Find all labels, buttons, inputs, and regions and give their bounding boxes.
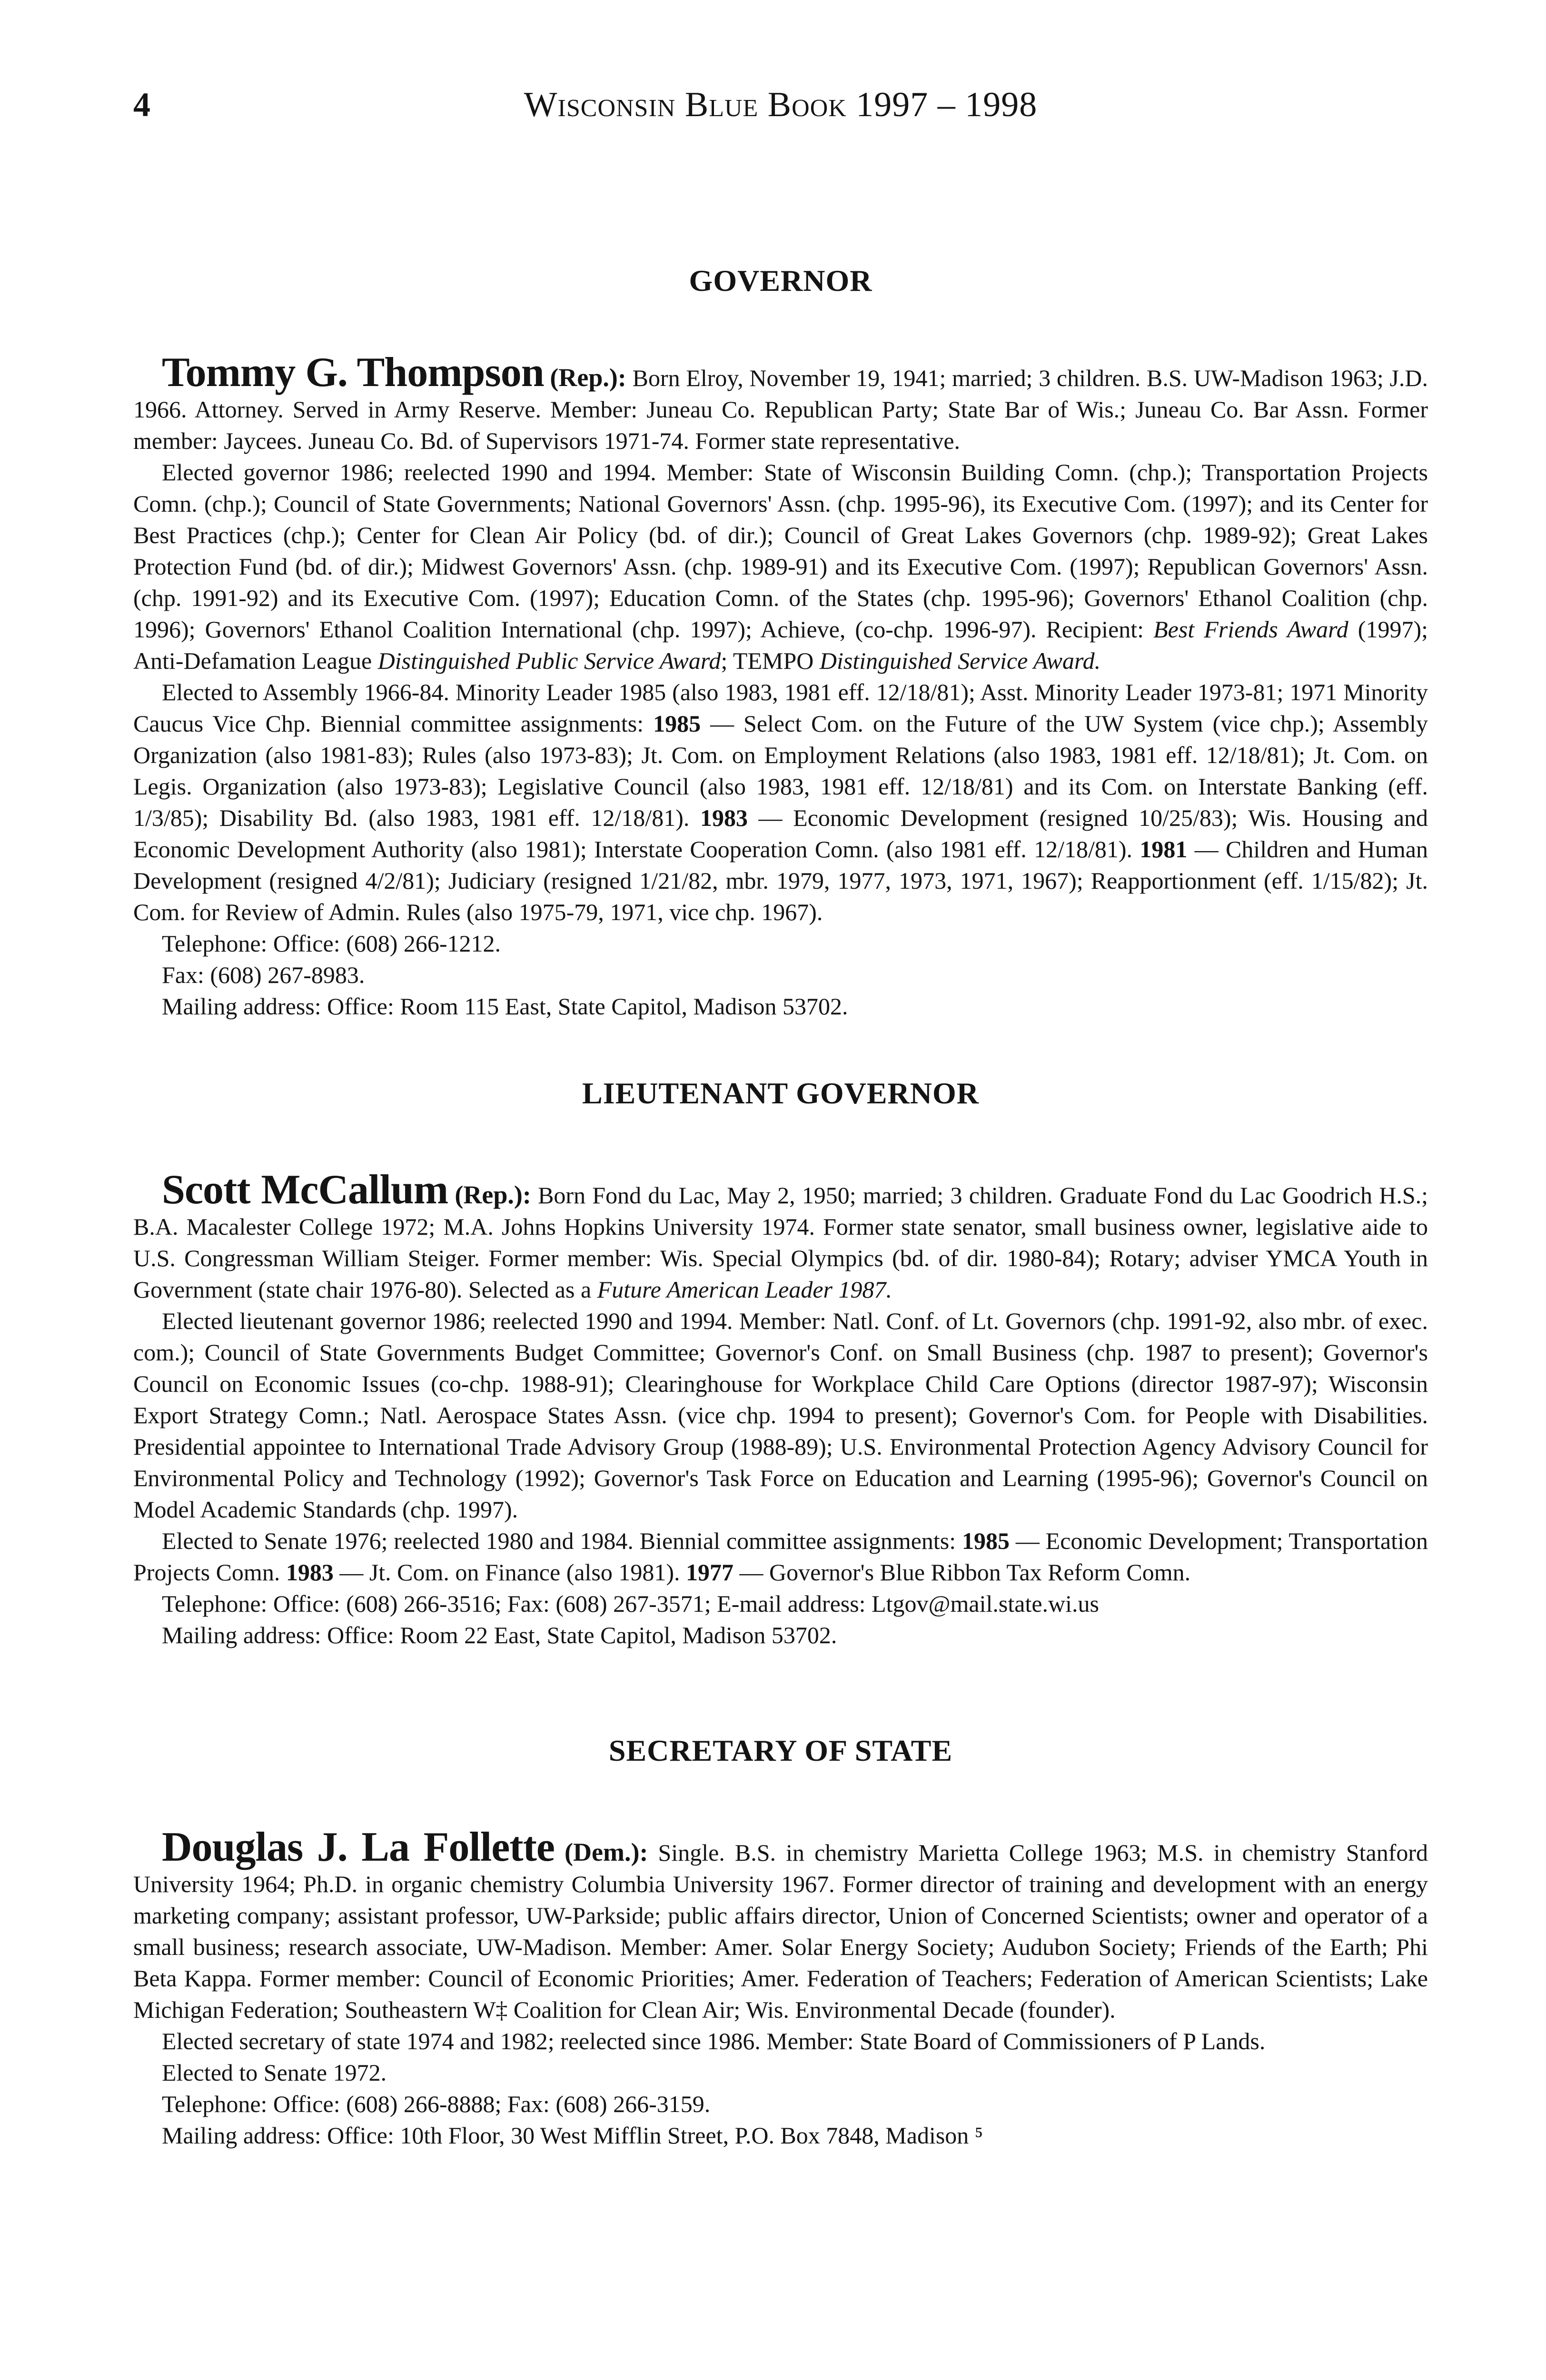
party-affiliation: (Dem.): bbox=[565, 1838, 648, 1866]
award-name: Distinguished Service Award. bbox=[819, 647, 1101, 674]
legislative-service-line: Elected to Senate 1972. bbox=[162, 2059, 387, 2086]
telephone-line: Telephone: Office: (608) 266-8888; Fax: (608) 266-3159. bbox=[162, 2091, 711, 2117]
section-heading-lieutenant-governor: LIEUTENANT GOVERNOR bbox=[582, 1076, 979, 1110]
legislative-text: — Children and Human Development (resigned 4/2/81); Judiciary (resigned 1/21/82, mbr. 1979, 1977, 1973, 1971, 1967); Reapportionment (eff. 1/15/82); Jt. Com. for Review of Admin. Rules (also 1975-79, 1971, vice chp. 1967). bbox=[133, 836, 1428, 925]
session-year: 1977 bbox=[686, 1559, 734, 1586]
biography-paragraph bbox=[133, 1167, 1428, 1305]
legislative-text: — Economic Development; Transportation Projects Comn. bbox=[133, 1527, 1428, 1586]
executive-text: (1997); Anti-Defamation League bbox=[133, 616, 1428, 674]
legislative-service-paragraph bbox=[133, 676, 1428, 928]
officer-entry-lieutenant-governor bbox=[133, 1167, 1428, 1651]
page-number: 4 bbox=[133, 86, 150, 124]
biography-paragraph bbox=[133, 349, 1428, 456]
biography-text: Born Fond du Lac, May 2, 1950; married; 3 children. Graduate Fond du Lac Goodrich H.S.; B.A. Macalester College 1972; M.A. Johns Hopkins University 1974. Former state senator, small business owner, legislative aide to U.S. Congressman William Steiger. Former member: Wis. Special Olympics (bd. of dir. 1980-84); Rotary; adviser YMCA Youth in Government (state chair 1976-80). Selected as a bbox=[133, 1182, 1428, 1303]
mailing-address-line: Mailing address: Office: 10th Floor, 30 West Mifflin Street, P.O. Box 7848, Madison ⁵ bbox=[162, 2122, 983, 2149]
biography-paragraph bbox=[133, 1824, 1428, 2025]
section-heading-governor: GOVERNOR bbox=[689, 264, 872, 298]
session-year: 1983 bbox=[700, 804, 748, 831]
biography-text: Single. B.S. in chemistry Marietta College 1963; M.S. in chemistry Stanford University 1964; Ph.D. in organic chemistry Columbia University 1967. Former director of training and development with an energy marketing company; assistant professor, UW-Parkside; public affairs director, Union of Concerned Scientists; owner and operator of a small business; research associate, UW-Madison. Member: Amer. Solar Energy Society; Audubon Society; Friends of the Earth; Phi Beta Kappa. Former member: Council of Economic Priorities; Amer. Federation of Teachers; Federation of American Scientists; Lake Michigan Federation; Southeastern W‡ Coalition for Clean Air; Wis. Environmental Decade (founder). bbox=[133, 1839, 1428, 2023]
session-year: 1985 bbox=[653, 710, 701, 737]
legislative-text: — Governor's Blue Ribbon Tax Reform Comn. bbox=[733, 1559, 1191, 1586]
award-name: Future American Leader 1987. bbox=[597, 1276, 892, 1303]
officer-name: Scott McCallum bbox=[162, 1167, 448, 1213]
session-year: 1985 bbox=[962, 1527, 1010, 1554]
book-title: Wisconsin Blue Book 1997 – 1998 bbox=[524, 85, 1038, 124]
officer-name: Tommy G. Thompson bbox=[162, 349, 544, 396]
executive-service-paragraph bbox=[133, 456, 1428, 676]
session-year: 1981 bbox=[1140, 836, 1188, 863]
executive-text: Elected governor 1986; reelected 1990 and 1994. Member: State of Wisconsin Building Comn. (chp.); Transportation Projects Comn. (chp.); Council of State Governments; National Governors' Assn. (chp. 1995-96), its Executive Com. (1997); and its Center for Best Practices (chp.); Center for Clean Air Policy (bd. of dir.); Council of Great Lakes Governors (chp. 1989-92); Great Lakes Protection Fund (bd. of dir.); Midwest Governors' Assn. (chp. 1989-91) and its Executive Com. (1997); Republican Governors' Assn. (chp. 1991-92) and its Executive Com. (1997); Education Comn. of the States (chp. 1995-96); Governors' Ethanol Coalition (chp. 1996); Governors' Ethanol Coalition International (chp. 1997); Achieve, (co-chp. 1996-97). Recipient: bbox=[133, 459, 1428, 643]
legislative-text: — Economic Development (resigned 10/25/83); Wis. Housing and Economic Development Authority (also 1981); Interstate Cooperation Comn. (also 1981 eff. 12/18/81). bbox=[133, 804, 1428, 863]
legislative-text: Elected to Senate 1976; reelected 1980 and 1984. Biennial committee assignments: bbox=[162, 1527, 962, 1554]
telephone-line: Telephone: Office: (608) 266-1212. bbox=[162, 930, 501, 957]
session-year: 1983 bbox=[286, 1559, 334, 1586]
mailing-address-line: Mailing address: Office: Room 115 East, State Capitol, Madison 53702. bbox=[162, 993, 848, 1020]
biography-text: Born Elroy, November 19, 1941; married; 3 children. B.S. UW-Madison 1963; J.D. 1966. Attorney. Served in Army Reserve. Member: Juneau Co. Republican Party; State Bar of Wis.; Juneau Co. Bar Assn. Former member: Jaycees. Juneau Co. Bd. of Supervisors 1971-74. Former state representative. bbox=[133, 365, 1428, 454]
officer-name: Douglas J. La Follette bbox=[162, 1824, 555, 1870]
executive-text: ; TEMPO bbox=[721, 647, 820, 674]
section-heading-secretary-of-state: SECRETARY OF STATE bbox=[608, 1734, 953, 1767]
award-name: Best Friends Award bbox=[1153, 616, 1348, 643]
officer-entry-governor bbox=[133, 349, 1428, 1022]
mailing-address-line: Mailing address: Office: Room 22 East, State Capitol, Madison 53702. bbox=[162, 1622, 837, 1648]
officer-entry-secretary-of-state bbox=[133, 1824, 1428, 2151]
party-affiliation: (Rep.): bbox=[550, 363, 626, 392]
party-affiliation: (Rep.): bbox=[455, 1180, 531, 1209]
telephone-line: Telephone: Office: (608) 266-3516; Fax: (608) 267-3571; E-mail address: Ltgov@mail.state.wi.us bbox=[162, 1590, 1099, 1617]
executive-service-paragraph: Elected secretary of state 1974 and 1982; reelected since 1986. Member: State Board of Commissioners of P Lands. bbox=[162, 2028, 1266, 2054]
award-name: Distinguished Public Service Award bbox=[377, 647, 721, 674]
document-page bbox=[133, 81, 1428, 2380]
legislative-text: — Jt. Com. on Finance (also 1981). bbox=[333, 1559, 686, 1586]
legislative-service-paragraph bbox=[133, 1525, 1428, 1588]
running-header bbox=[133, 81, 1428, 129]
legislative-text: — Select Com. on the Future of the UW System (vice chp.); Assembly Organization (also 1981-83); Rules (also 1973-83); Jt. Com. on Employment Relations (also 1983, 1981 eff. 12/18/81); Jt. Com. on Legis. Organization (also 1973-83); Legislative Council (also 1983, 1981 eff. 12/18/81) and its Com. on Interstate Banking (eff. 1/3/85); Disability Bd. (also 1983, 1981 eff. 12/18/81). bbox=[133, 710, 1428, 831]
fax-line: Fax: (608) 267-8983. bbox=[162, 962, 365, 988]
legislative-text: Elected to Assembly 1966-84. Minority Leader 1985 (also 1983, 1981 eff. 12/18/81); Asst. Minority Leader 1973-81; 1971 Minority Caucus Vice Chp. Biennial committee assignments: bbox=[133, 679, 1428, 737]
executive-service-paragraph: Elected lieutenant governor 1986; reelected 1990 and 1994. Member: Natl. Conf. of Lt. Governors (chp. 1991-92, also mbr. of exec. com.); Council of State Governments Budget Committee; Governor's Conf. on Small Business (chp. 1987 to present); Governor's Council on Economic Issues (co-chp. 1988-91); Clearinghouse for Workplace Child Care Options (director 1987-97); Wisconsin Export Strategy Comn.; Natl. Aerospace States Assn. (vice chp. 1994 to present); Governor's Com. for People with Disabilities. Presidential appointee to International Trade Advisory Group (1988-89); U.S. Environmental Protection Agency Advisory Council for Environmental Policy and Technology (1992); Governor's Task Force on Education and Learning (1995-96); Governor's Council on Model Academic Standards (chp. 1997). bbox=[133, 1308, 1428, 1523]
